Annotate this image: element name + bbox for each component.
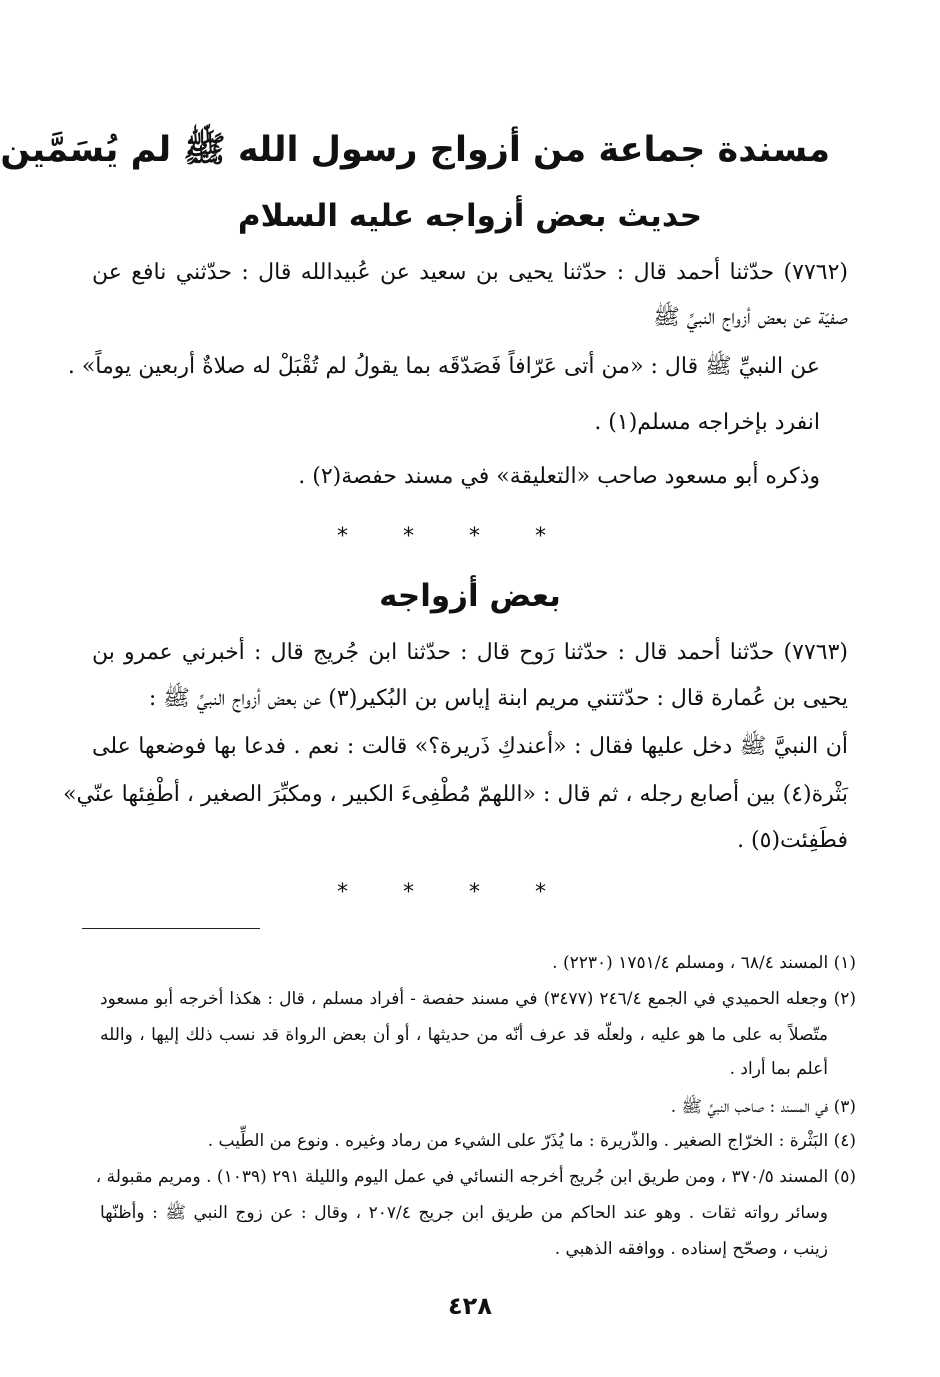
hadith-7762-line-5: وذكره أبو مسعود صاحب «التعليقة» في مسند حفصة(٢) . — [298, 464, 820, 489]
hadith-7762-line-4: انفرد بإخراجه مسلم(١) . — [594, 410, 820, 435]
footnote-rule — [82, 928, 260, 929]
footnote-2-line-3: أعلم بما أراد . — [729, 1059, 828, 1079]
footnote-2-line-2: متّصلاً به على ما هو عليه ، ولعلّه قد عرف أنّه من حديثها ، أو أن بعض الرواة قد نسب ذلك إليها ، والله — [100, 1025, 828, 1045]
subtitle: حديث بعض أزواجه عليه السلام — [237, 198, 703, 234]
hadith-7762-line-2: صفيّة عن بعض أزواج النبيِّ ﷺ — [653, 305, 848, 330]
footnote-4: (٤) البَثْرة : الخرّاج الصغير . والذّريرة : ما يُذَرّ على الشيء من رماد وغيره . ونوع من الطِّيب . — [207, 1131, 856, 1151]
hadith-7762-line-3: عن النبيِّ ﷺ قال : «من أتى عَرّافاً فَصَدّقَه بما يقولُ لم تُقْبَلْ له صلاةٌ أربعين يوماً» . — [67, 354, 820, 379]
section-title: بعض أزواجه — [379, 578, 561, 614]
hadith-7763-line-2: يحيى بن عُمارة قال : حدّثتني مريم ابنة إياس بن البُكير(٣) عن بعض أزواج النبيِّ ﷺ : — [148, 686, 848, 711]
footnote-5-line-1: (٥) المسند ٣٧٠/٥ ، ومن طريق ابن جُريج أخرجه النسائي في عمل اليوم والليلة ٢٩١ (١٠٣٩) . ومريم مقبولة ، — [95, 1167, 856, 1187]
hadith-7763-line-4: بَثْرة(٤) بين أصابع رجله ، ثم قال : «اللهمّ مُطْفِىءَ الكبير ، ومكبِّرَ الصغير ، أطْفِئها عنّي» — [63, 782, 848, 807]
separator-stars-2: * * * * — [337, 880, 570, 905]
hadith-7762-line-1: (٧٧٦٢) حدّثنا أحمد قال : حدّثنا يحيى بن سعيد عن عُبيدالله قال : حدّثني نافع عن — [92, 260, 848, 285]
footnote-3: (٣) في المسند : صاحب النبيِّ ﷺ . — [670, 1097, 856, 1117]
hadith-7763-line-1: (٧٧٦٣) حدّثنا أحمد قال : حدّثنا رَوح قال : حدّثنا ابن جُريج قال : أخبرني عمرو بن — [92, 640, 848, 665]
hadith-7763-line-5: فطَفِئت(٥) . — [737, 828, 848, 853]
footnote-1: (١) المسند ٦٨/٤ ، ومسلم ١٧٥١/٤ (٢٢٣٠) . — [552, 953, 856, 973]
footnote-5-line-2: وسائر رواته ثقات . وهو عند الحاكم من طريق ابن جريج ٢٠٧/٤ ، وقال : عن زوج النبي ﷺ : وأظنّها — [100, 1203, 828, 1223]
separator-stars: * * * * — [337, 524, 570, 549]
hadith-7763-line-3: أن النبيَّ ﷺ دخل عليها فقال : «أعندكِ ذَريرة؟» قالت : نعم . فدعا بها فوضعها على — [92, 734, 848, 759]
page-number: ٤٢٨ — [448, 1292, 492, 1320]
footnote-5-line-3: زينب ، وصحّح إسناده . ووافقه الذهبي . — [554, 1239, 828, 1259]
main-title: مسندة جماعة من أزواج رسول الله ﷺ لم يُسَمَّين — [0, 130, 830, 170]
footnote-2-line-1: (٢) وجعله الحميدي في الجمع ٢٤٦/٤ (٣٤٧٧) في مسند حفصة - أفراد مسلم ، قال : هكذا أخرجه أبو مسعود — [100, 989, 856, 1009]
